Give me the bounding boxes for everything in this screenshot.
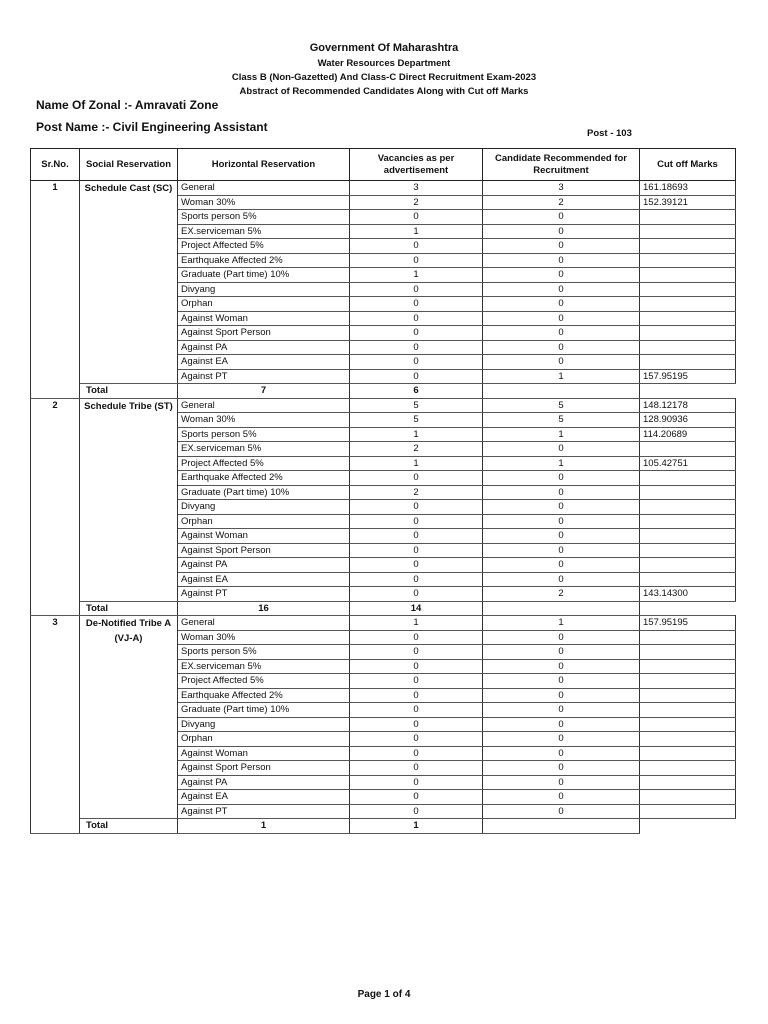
cutoff-cell — [640, 224, 736, 239]
total-label-cell: Total — [80, 601, 178, 616]
vacancies-cell: 0 — [350, 558, 483, 573]
horizontal-reservation-cell: Sports person 5% — [178, 427, 350, 442]
horizontal-reservation-cell: Project Affected 5% — [178, 674, 350, 689]
vacancies-cell: 5 — [350, 398, 483, 413]
sr-no-cell: 2 — [31, 398, 80, 616]
cutoff-cell — [640, 775, 736, 790]
horizontal-reservation-cell: Against PA — [178, 775, 350, 790]
horizontal-reservation-cell: Project Affected 5% — [178, 456, 350, 471]
cutoff-cell — [640, 268, 736, 283]
col-recommended: Candidate Recommended for Recruitment — [483, 149, 640, 181]
total-cutoff-cell — [483, 384, 640, 399]
recommended-cell: 0 — [483, 485, 640, 500]
recommended-cell: 0 — [483, 253, 640, 268]
vacancies-cell: 1 — [350, 427, 483, 442]
recommended-cell: 0 — [483, 761, 640, 776]
recommended-cell: 0 — [483, 514, 640, 529]
recommended-cell: 0 — [483, 790, 640, 805]
vacancies-cell: 5 — [350, 413, 483, 428]
vacancies-cell: 0 — [350, 659, 483, 674]
vacancies-cell: 0 — [350, 529, 483, 544]
zonal-name: Name Of Zonal :- Amravati Zone — [36, 98, 219, 112]
government-title: Government Of Maharashtra — [309, 42, 459, 54]
vacancies-cell: 1 — [350, 224, 483, 239]
horizontal-reservation-cell: Against PA — [178, 558, 350, 573]
recommended-cell: 0 — [483, 471, 640, 486]
recommended-cell: 0 — [483, 239, 640, 254]
horizontal-reservation-cell: Orphan — [178, 732, 350, 747]
vacancies-cell: 0 — [350, 790, 483, 805]
cutoff-cell — [640, 717, 736, 732]
total-recommended-cell: 1 — [350, 819, 483, 834]
cutoff-cell — [640, 514, 736, 529]
recommended-cell: 0 — [483, 529, 640, 544]
cutoff-cell — [640, 790, 736, 805]
horizontal-reservation-cell: Against Sport Person — [178, 543, 350, 558]
horizontal-reservation-cell: Woman 30% — [178, 630, 350, 645]
recommended-cell: 1 — [483, 456, 640, 471]
vacancies-cell: 0 — [350, 732, 483, 747]
abstract-title: Abstract of Recommended Candidates Along with Cut off Marks — [239, 86, 529, 97]
recommended-cell: 0 — [483, 674, 640, 689]
vacancies-cell: 0 — [350, 703, 483, 718]
vacancies-cell: 1 — [350, 616, 483, 631]
horizontal-reservation-cell: Graduate (Part time) 10% — [178, 268, 350, 283]
recommended-cell: 0 — [483, 311, 640, 326]
table-row — [31, 181, 736, 196]
total-recommended-cell: 6 — [350, 384, 483, 399]
recommended-cell: 0 — [483, 326, 640, 341]
recommended-cell: 0 — [483, 645, 640, 660]
cutoff-cell — [640, 572, 736, 587]
horizontal-reservation-cell: General — [178, 398, 350, 413]
horizontal-reservation-cell: Sports person 5% — [178, 645, 350, 660]
horizontal-reservation-cell: Divyang — [178, 282, 350, 297]
total-row — [31, 601, 736, 616]
recommended-cell: 0 — [483, 500, 640, 515]
vacancies-cell: 0 — [350, 340, 483, 355]
total-cutoff-cell — [483, 819, 640, 834]
horizontal-reservation-cell: Earthquake Affected 2% — [178, 688, 350, 703]
department-title: Water Resources Department — [317, 58, 451, 69]
recommended-cell: 0 — [483, 717, 640, 732]
recommended-cell: 0 — [483, 297, 640, 312]
vacancies-cell: 0 — [350, 239, 483, 254]
vacancies-cell: 3 — [350, 181, 483, 196]
cutoff-cell: 105.42751 — [640, 456, 736, 471]
cutoff-cell — [640, 529, 736, 544]
cutoff-cell: 152.39121 — [640, 195, 736, 210]
cutoff-cell — [640, 543, 736, 558]
vacancies-cell: 2 — [350, 442, 483, 457]
horizontal-reservation-cell: Divyang — [178, 717, 350, 732]
recommended-cell: 2 — [483, 195, 640, 210]
cutoff-cell — [640, 630, 736, 645]
horizontal-reservation-cell: Sports person 5% — [178, 210, 350, 225]
vacancies-cell: 0 — [350, 282, 483, 297]
cutoff-cell — [640, 471, 736, 486]
horizontal-reservation-cell: Graduate (Part time) 10% — [178, 703, 350, 718]
cutoff-cell — [640, 210, 736, 225]
horizontal-reservation-cell: EX.serviceman 5% — [178, 659, 350, 674]
cutoff-cell: 143.14300 — [640, 587, 736, 602]
horizontal-reservation-cell: EX.serviceman 5% — [178, 442, 350, 457]
vacancies-cell: 2 — [350, 195, 483, 210]
total-vacancies-cell: 16 — [178, 601, 350, 616]
cutoff-cell: 157.95195 — [640, 369, 736, 384]
cutoff-cell — [640, 761, 736, 776]
cutoff-cell: 148.12178 — [640, 398, 736, 413]
vacancies-cell: 0 — [350, 355, 483, 370]
cutoff-cell — [640, 500, 736, 515]
horizontal-reservation-cell: Earthquake Affected 2% — [178, 253, 350, 268]
recommended-cell: 0 — [483, 775, 640, 790]
recommended-cell: 3 — [483, 181, 640, 196]
recommended-cell: 0 — [483, 224, 640, 239]
vacancies-cell: 0 — [350, 572, 483, 587]
horizontal-reservation-cell: General — [178, 616, 350, 631]
recommended-cell: 0 — [483, 210, 640, 225]
recommended-cell: 0 — [483, 543, 640, 558]
cutoff-cell — [640, 732, 736, 747]
recommended-cell: 0 — [483, 442, 640, 457]
vacancies-cell: 1 — [350, 268, 483, 283]
vacancies-cell: 0 — [350, 500, 483, 515]
vacancies-cell: 0 — [350, 253, 483, 268]
recommended-cell: 0 — [483, 355, 640, 370]
post-number: Post - 103 — [587, 128, 632, 139]
cutoff-cell — [640, 442, 736, 457]
total-recommended-cell: 14 — [350, 601, 483, 616]
cutoff-cell — [640, 253, 736, 268]
cutoff-cell — [640, 326, 736, 341]
horizontal-reservation-cell: Earthquake Affected 2% — [178, 471, 350, 486]
cutoff-cell: 114.20689 — [640, 427, 736, 442]
vacancies-cell: 0 — [350, 326, 483, 341]
recommended-cell: 0 — [483, 340, 640, 355]
post-name: Post Name :- Civil Engineering Assistant — [36, 120, 268, 134]
table-header-row — [31, 149, 736, 181]
horizontal-reservation-cell: Against Sport Person — [178, 761, 350, 776]
vacancies-cell: 0 — [350, 746, 483, 761]
horizontal-reservation-cell: Project Affected 5% — [178, 239, 350, 254]
vacancies-cell: 0 — [350, 311, 483, 326]
horizontal-reservation-cell: Against PT — [178, 369, 350, 384]
vacancies-cell: 1 — [350, 456, 483, 471]
social-reservation-cell: Schedule Cast (SC) — [80, 181, 178, 384]
vacancies-cell: 0 — [350, 804, 483, 819]
horizontal-reservation-cell: Against Woman — [178, 529, 350, 544]
recommended-cell: 1 — [483, 427, 640, 442]
cutoff-cell — [640, 297, 736, 312]
horizontal-reservation-cell: Against EA — [178, 572, 350, 587]
horizontal-reservation-cell: Against PT — [178, 804, 350, 819]
exam-title: Class B (Non-Gazetted) And Class-C Direct Recruitment Exam-2023 — [231, 72, 537, 83]
horizontal-reservation-cell: Against EA — [178, 355, 350, 370]
cutoff-cell — [640, 311, 736, 326]
cutoff-cell — [640, 674, 736, 689]
cutoff-cell — [640, 688, 736, 703]
recommendation-table — [30, 148, 736, 834]
horizontal-reservation-cell: Divyang — [178, 500, 350, 515]
col-cutoff: Cut off Marks — [640, 149, 736, 181]
recommended-cell: 1 — [483, 369, 640, 384]
horizontal-reservation-cell: EX.serviceman 5% — [178, 224, 350, 239]
vacancies-cell: 0 — [350, 674, 483, 689]
cutoff-cell — [640, 340, 736, 355]
recommended-cell: 0 — [483, 282, 640, 297]
total-cutoff-cell — [483, 601, 640, 616]
cutoff-cell — [640, 485, 736, 500]
recommended-cell: 0 — [483, 572, 640, 587]
vacancies-cell: 2 — [350, 485, 483, 500]
recommended-cell: 1 — [483, 616, 640, 631]
horizontal-reservation-cell: General — [178, 181, 350, 196]
vacancies-cell: 0 — [350, 717, 483, 732]
social-reservation-cell: Schedule Tribe (ST) — [80, 398, 178, 601]
recommended-cell: 0 — [483, 703, 640, 718]
horizontal-reservation-cell: Woman 30% — [178, 413, 350, 428]
cutoff-cell — [640, 558, 736, 573]
cutoff-cell — [640, 355, 736, 370]
horizontal-reservation-cell: Orphan — [178, 514, 350, 529]
sr-no-cell: 3 — [31, 616, 80, 834]
total-label-cell: Total — [80, 819, 178, 834]
horizontal-reservation-cell: Against Woman — [178, 311, 350, 326]
horizontal-reservation-cell: Against Woman — [178, 746, 350, 761]
cutoff-cell — [640, 659, 736, 674]
vacancies-cell: 0 — [350, 210, 483, 225]
cutoff-cell: 128.90936 — [640, 413, 736, 428]
recommended-cell: 0 — [483, 746, 640, 761]
col-horizontal-reservation: Horizontal Reservation — [178, 149, 350, 181]
recommended-cell: 0 — [483, 558, 640, 573]
horizontal-reservation-cell: Against EA — [178, 790, 350, 805]
horizontal-reservation-cell: Against Sport Person — [178, 326, 350, 341]
vacancies-cell: 0 — [350, 775, 483, 790]
vacancies-cell: 0 — [350, 645, 483, 660]
vacancies-cell: 0 — [350, 543, 483, 558]
table-row — [31, 398, 736, 413]
recommended-cell: 0 — [483, 268, 640, 283]
col-social-reservation: Social Reservation — [80, 149, 178, 181]
cutoff-cell — [640, 239, 736, 254]
sr-no-cell: 1 — [31, 181, 80, 399]
total-row — [31, 384, 736, 399]
total-vacancies-cell: 1 — [178, 819, 350, 834]
page-number: Page 1 of 4 — [357, 989, 411, 1000]
social-reservation-cell: De-Notified Tribe A (VJ-A) — [80, 616, 178, 819]
col-vacancies: Vacancies as per advertisement — [350, 149, 483, 181]
total-label-cell: Total — [80, 384, 178, 399]
vacancies-cell: 0 — [350, 761, 483, 776]
recommended-cell: 0 — [483, 688, 640, 703]
vacancies-cell: 0 — [350, 587, 483, 602]
cutoff-cell: 157.95195 — [640, 616, 736, 631]
horizontal-reservation-cell: Graduate (Part time) 10% — [178, 485, 350, 500]
table-row — [31, 616, 736, 631]
vacancies-cell: 0 — [350, 471, 483, 486]
horizontal-reservation-cell: Orphan — [178, 297, 350, 312]
total-row — [31, 819, 736, 834]
recommended-cell: 2 — [483, 587, 640, 602]
cutoff-cell — [640, 804, 736, 819]
cutoff-cell — [640, 746, 736, 761]
recommended-cell: 0 — [483, 659, 640, 674]
horizontal-reservation-cell: Against PA — [178, 340, 350, 355]
vacancies-cell: 0 — [350, 688, 483, 703]
vacancies-cell: 0 — [350, 514, 483, 529]
recommended-cell: 0 — [483, 804, 640, 819]
cutoff-cell — [640, 645, 736, 660]
cutoff-cell — [640, 703, 736, 718]
vacancies-cell: 0 — [350, 369, 483, 384]
vacancies-cell: 0 — [350, 630, 483, 645]
cutoff-cell: 161.18693 — [640, 181, 736, 196]
vacancies-cell: 0 — [350, 297, 483, 312]
recommended-cell: 0 — [483, 630, 640, 645]
recommended-cell: 0 — [483, 732, 640, 747]
col-sr-no: Sr.No. — [31, 149, 80, 181]
recommended-cell: 5 — [483, 398, 640, 413]
horizontal-reservation-cell: Woman 30% — [178, 195, 350, 210]
cutoff-cell — [640, 282, 736, 297]
table-body — [31, 181, 736, 834]
recommended-cell: 5 — [483, 413, 640, 428]
total-vacancies-cell: 7 — [178, 384, 350, 399]
horizontal-reservation-cell: Against PT — [178, 587, 350, 602]
